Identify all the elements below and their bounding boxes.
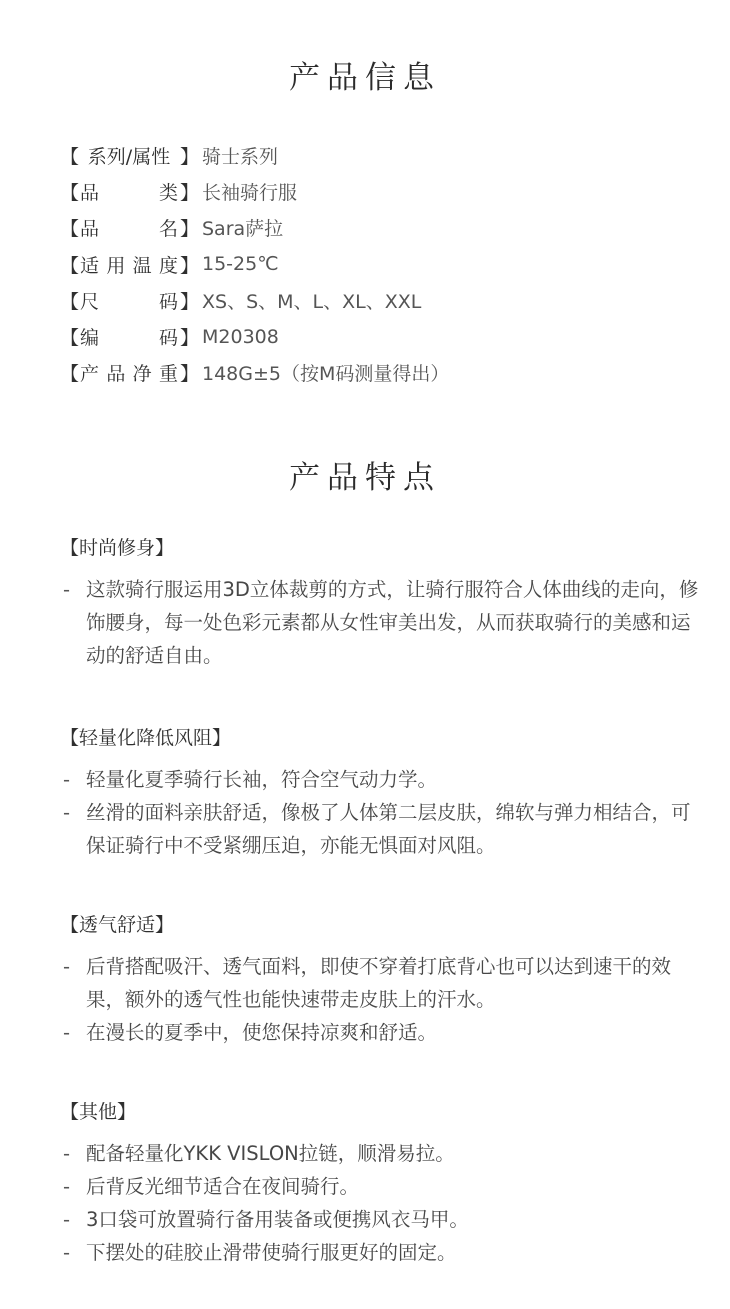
feature-item (60, 1137, 700, 1170)
info-label-char: 品 (106, 363, 126, 386)
info-label-char: 品 (80, 218, 100, 241)
feature-block-breathable (60, 910, 700, 1049)
info-label (60, 214, 198, 241)
info-row (60, 210, 449, 246)
feature-heading: 【轻量化降低风阻】 (60, 727, 232, 749)
info-value: 长袖骑行服 (202, 181, 298, 204)
info-label-char: 用 (106, 254, 126, 277)
info-row (60, 246, 449, 282)
info-row (60, 282, 449, 318)
bullet-dash: - (63, 955, 71, 978)
bracket-close: 】 (180, 363, 200, 386)
feature-item-text: 这款骑行服运用3D立体裁剪的方式，让骑行服符合人体曲线的走向，修饰腰身，每一处色彩元素都从女性审美出发，从而获取骑行的美感和运动的舒适自由。 (86, 578, 699, 667)
info-row (60, 318, 449, 354)
info-row (60, 355, 449, 391)
info-label-char: 尺 (80, 290, 100, 313)
info-label (60, 323, 198, 350)
info-label (60, 359, 198, 386)
feature-heading: 【其他】 (60, 1101, 137, 1123)
feature-item (60, 573, 700, 672)
bracket-close: 】 (180, 181, 200, 204)
bullet-dash: - (63, 1021, 71, 1044)
info-label-char: 名 (158, 218, 178, 241)
info-label-char: 类 (158, 181, 178, 204)
feature-item-text: 后背反光细节适合在夜间骑行。 (86, 1175, 360, 1198)
bullet-dash: - (63, 1241, 71, 1264)
feature-item (60, 1016, 700, 1049)
bracket-close: 】 (180, 327, 200, 350)
info-label-char: 品 (80, 181, 100, 204)
info-label (60, 251, 198, 278)
bullet-dash: - (63, 768, 71, 791)
info-value: 15-25℃ (202, 253, 279, 276)
feature-item-text: 丝滑的面料亲肤舒适，像极了人体第二层皮肤，绵软与弹力相结合，可保证骑行中不受紧绷压迫，亦能无惧面对风阻。 (86, 801, 691, 857)
info-row (60, 173, 449, 209)
feature-item-text: 3口袋可放置骑行备用装备或便携风衣马甲。 (86, 1208, 469, 1231)
feature-block-other (60, 1097, 700, 1269)
bracket-close: 】 (180, 254, 200, 277)
info-label-char: 码 (158, 290, 178, 313)
info-label-text (78, 142, 180, 169)
bracket-open: 【 (60, 218, 80, 241)
info-label-text (78, 287, 180, 314)
feature-item (60, 796, 700, 862)
info-value: M20308 (202, 325, 279, 348)
feature-item (60, 950, 700, 1016)
feature-item-text: 下摆处的硅胶止滑带使骑行服更好的固定。 (86, 1241, 457, 1264)
info-label-text (78, 323, 180, 350)
info-label-char: 重 (158, 363, 178, 386)
info-label-char: 产 (80, 363, 100, 386)
info-value: 骑士系列 (202, 145, 279, 168)
bullet-dash: - (63, 1142, 71, 1165)
info-value: Sara萨拉 (202, 218, 284, 241)
info-label-char: 适 (80, 254, 100, 277)
feature-item-text: 配备轻量化YKK VISLON拉链，顺滑易拉。 (86, 1142, 455, 1165)
bracket-close: 】 (180, 290, 200, 313)
bracket-close: 】 (180, 218, 200, 241)
info-label-char: 度 (158, 254, 178, 277)
info-label-text (78, 178, 180, 205)
feature-block-lightweight (60, 723, 700, 862)
feature-item (60, 763, 700, 796)
bullet-dash: - (63, 1175, 71, 1198)
bracket-open: 【 (60, 145, 80, 168)
info-label-char: 编 (80, 327, 100, 350)
feature-item-text: 后背搭配吸汗、透气面料，即使不穿着打底背心也可以达到速干的效果，额外的透气性也能快速带走皮肤上的汗水。 (86, 955, 672, 1011)
info-label-text (78, 214, 180, 241)
info-value: 148G±5（按M码测量得出） (202, 363, 450, 386)
product-info-title: 产品信息 (289, 60, 441, 96)
info-label-text (78, 359, 180, 386)
info-label (60, 178, 198, 205)
feature-item (60, 1170, 700, 1203)
bracket-open: 【 (60, 327, 80, 350)
info-row (60, 137, 449, 173)
bullet-dash: - (63, 578, 71, 601)
info-label-char: 系列/属性 (87, 145, 171, 168)
bracket-open: 【 (60, 290, 80, 313)
info-label (60, 287, 198, 314)
info-label (60, 142, 198, 169)
feature-item-text: 在漫长的夏季中，使您保持凉爽和舒适。 (86, 1021, 438, 1044)
info-label-char: 净 (132, 363, 152, 386)
bullet-dash: - (63, 801, 71, 824)
feature-block-slim-fit (60, 533, 700, 672)
feature-heading: 【时尚修身】 (60, 537, 175, 559)
bracket-open: 【 (60, 363, 80, 386)
product-features-title: 产品特点 (289, 460, 441, 496)
bullet-dash: - (63, 1208, 71, 1231)
feature-item (60, 1203, 700, 1236)
info-label-char: 温 (132, 254, 152, 277)
product-info-list (60, 137, 449, 391)
bracket-close: 】 (180, 145, 200, 168)
feature-item-text: 轻量化夏季骑行长袖，符合空气动力学。 (86, 768, 438, 791)
bracket-open: 【 (60, 254, 80, 277)
info-value: XS、S、M、L、XL、XXL (202, 290, 422, 313)
info-label-text (78, 251, 180, 278)
bracket-open: 【 (60, 181, 80, 204)
feature-heading: 【透气舒适】 (60, 914, 175, 936)
feature-item (60, 1236, 700, 1269)
info-label-char: 码 (158, 327, 178, 350)
